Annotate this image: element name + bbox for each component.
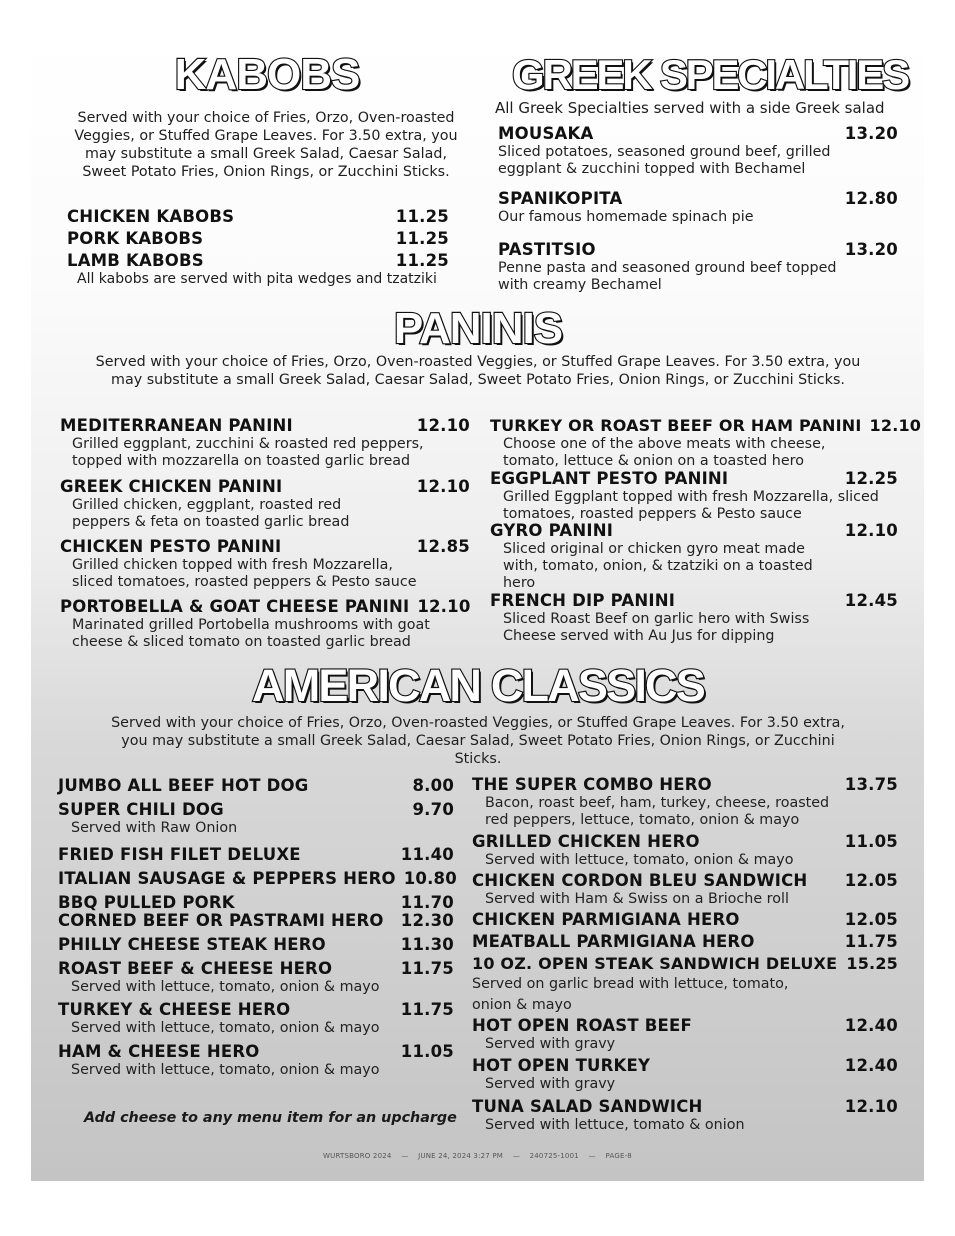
item-name: THE SUPER COMBO HERO: [472, 775, 712, 794]
cheese-upcharge-note: Add cheese to any menu item for an upcharge: [84, 1110, 457, 1126]
greek-subtitle: All Greek Specialties served with a side Greek salad: [495, 99, 885, 117]
american-item: [58, 775, 454, 796]
item-name: MEDITERRANEAN PANINI: [60, 416, 293, 435]
greek-item-spanikopita: [498, 188, 898, 226]
item-price: 12.05: [844, 910, 898, 929]
item-description: Served with Ham & Swiss on a Brioche roll: [485, 891, 789, 907]
item-name: PASTITSIO: [498, 240, 596, 259]
american-item: [472, 870, 898, 908]
item-price: 11.25: [395, 207, 449, 226]
item-price: 12.10: [869, 416, 922, 435]
item-description: Sliced Roast Beef on garlic hero with Swiss Cheese served with Au Jus for dipping: [503, 611, 810, 644]
item-name: HOT OPEN ROAST BEEF: [472, 1016, 692, 1035]
item-description: Served with lettuce, tomato, onion & mayo: [485, 852, 794, 868]
item-description: Served with gravy: [485, 1036, 616, 1052]
panini-item: [490, 415, 922, 470]
item-name: JUMBO ALL BEEF HOT DOG: [58, 776, 309, 795]
item-name: BBQ PULLED PORK: [58, 893, 235, 912]
item-name: HAM & CHEESE HERO: [58, 1042, 260, 1061]
item-name: PORTOBELLA & GOAT CHEESE PANINI: [60, 597, 410, 616]
item-name: EGGPLANT PESTO PANINI: [490, 469, 729, 488]
american-item: [58, 844, 454, 865]
american-item: [58, 910, 454, 931]
item-description: Penne pasta and seasoned ground beef topped with creamy Bechamel: [498, 260, 837, 293]
item-price: 11.30: [400, 935, 454, 954]
american-item: [58, 958, 454, 996]
item-description: Served with lettuce, tomato, onion & mayo: [71, 979, 380, 995]
american-item: [472, 774, 898, 829]
item-name: CHICKEN PARMIGIANA HERO: [472, 910, 740, 929]
panini-item: [490, 520, 898, 592]
item-name: SPANIKOPITA: [498, 189, 623, 208]
item-price: 11.25: [395, 251, 449, 270]
item-price: 12.10: [844, 1097, 898, 1116]
item-price: 11.40: [400, 845, 454, 864]
greek-item-pastitsio: [498, 239, 898, 294]
item-name: FRENCH DIP PANINI: [490, 591, 676, 610]
item-price: 12.30: [400, 911, 454, 930]
panini-item: [60, 476, 470, 531]
kabobs-note: All kabobs are served with pita wedges and tzatziki: [77, 271, 437, 287]
item-description: Choose one of the above meats with cheese, tomato, lettuce & onion on a toasted hero: [503, 436, 826, 469]
item-name: GYRO PANINI: [490, 521, 614, 540]
kabobs-description: Served with your choice of Fries, Orzo, Oven-roasted Veggies, or Stuffed Grape Leaves. For 3.50 extra, you may substitute a small Greek Salad, Caesar Salad, Sweet Potato Fries, Onion Rings, or Zucchini Sticks.: [74, 110, 458, 180]
item-name: TURKEY OR ROAST BEEF OR HAM PANINI: [490, 416, 862, 435]
item-description: Served with lettuce, tomato & onion: [485, 1117, 745, 1133]
item-price: 15.25: [846, 954, 898, 973]
american-description: Served with your choice of Fries, Orzo, Oven-roasted Veggies, or Stuffed Grape Leaves. For 3.50 extra, you may substitute a small Greek Salad, Caesar Salad, Sweet Potato Fries, Onion Rings, or Zucchini Sticks.: [111, 715, 845, 767]
greek-item-mousaka: [498, 123, 898, 178]
item-price: 12.80: [844, 189, 898, 208]
panini-item: [490, 468, 898, 523]
item-price: 10.80: [403, 869, 457, 888]
kabob-item-pork: [67, 228, 449, 249]
item-name: PORK KABOBS: [67, 229, 204, 248]
item-description: Served with Raw Onion: [71, 820, 238, 836]
item-name: ROAST BEEF & CHEESE HERO: [58, 959, 333, 978]
item-description: Marinated grilled Portobella mushrooms with goat cheese & sliced tomato on toasted garlic bread: [72, 617, 430, 650]
item-description: Grilled chicken topped with fresh Mozzarella, sliced tomatoes, roasted peppers & Pesto sauce: [72, 557, 417, 590]
item-name: 10 OZ. OPEN STEAK SANDWICH DELUXE: [472, 954, 838, 973]
panini-item: [60, 415, 470, 470]
american-item: [58, 999, 454, 1037]
american-item: [472, 953, 898, 1016]
kabob-item-lamb: [67, 250, 449, 271]
item-price: 9.70: [412, 800, 454, 819]
item-price: 12.10: [844, 521, 898, 540]
item-price: 11.05: [844, 832, 898, 851]
item-price: 13.75: [844, 775, 898, 794]
paninis-description: Served with your choice of Fries, Orzo, Oven-roasted Veggies, or Stuffed Grape Leaves. For 3.50 extra, you may substitute a small Greek Salad, Caesar Salad, Sweet Potato Fries, Onion Rings, or Zucchini Sticks.: [95, 354, 861, 388]
american-item: [472, 1015, 898, 1053]
item-name: GRILLED CHICKEN HERO: [472, 832, 700, 851]
american-item: [472, 831, 898, 869]
item-description: Served on garlic bread with lettuce, tomato, onion & mayo: [472, 976, 789, 1013]
item-name: MOUSAKA: [498, 124, 594, 143]
item-name: TURKEY & CHEESE HERO: [58, 1000, 291, 1019]
item-price: 12.10: [417, 597, 471, 616]
item-description: Our famous homemade spinach pie: [498, 209, 754, 225]
american-item: [58, 868, 457, 889]
item-name: TUNA SALAD SANDWICH: [472, 1097, 703, 1116]
item-name: CHICKEN CORDON BLEU SANDWICH: [472, 871, 808, 890]
item-price: 12.10: [416, 416, 470, 435]
greek-title: GREEK SPECIALTIES: [512, 51, 908, 98]
item-description: Grilled eggplant, zucchini & roasted red peppers, topped with mozzarella on toasted garlic bread: [72, 436, 424, 469]
item-price: 12.25: [844, 469, 898, 488]
item-name: HOT OPEN TURKEY: [472, 1056, 651, 1075]
item-name: MEATBALL PARMIGIANA HERO: [472, 932, 755, 951]
american-title: AMERICAN CLASSICS: [252, 660, 704, 711]
item-description: Served with gravy: [485, 1076, 616, 1092]
item-description: Grilled chicken, eggplant, roasted red peppers & feta on toasted garlic bread: [72, 497, 350, 530]
item-price: 12.05: [844, 871, 898, 890]
panini-item: [60, 596, 470, 651]
american-item: [58, 934, 454, 955]
item-price: 12.85: [416, 537, 470, 556]
item-description: Served with lettuce, tomato, onion & mayo: [71, 1020, 380, 1036]
item-name: CHICKEN PESTO PANINI: [60, 537, 282, 556]
item-name: SUPER CHILI DOG: [58, 800, 224, 819]
item-description: Grilled Eggplant topped with fresh Mozzarella, sliced tomatoes, roasted peppers & Pesto sauce: [503, 489, 879, 522]
american-item: [58, 799, 454, 837]
kabob-item-chicken: [67, 206, 449, 227]
print-footer: WURTSBORO 2024 — JUNE 24, 2024 3:27 PM — 240725-1001 — PAGE-8: [323, 1152, 632, 1160]
item-price: 11.75: [400, 959, 454, 978]
kabobs-title: KABOBS: [174, 50, 360, 99]
american-item: [472, 1055, 898, 1093]
item-description: Bacon, roast beef, ham, turkey, cheese, roasted red peppers, lettuce, tomato, onion & mayo: [485, 795, 830, 828]
american-item: [472, 909, 898, 930]
item-price: 12.10: [416, 477, 470, 496]
item-price: 11.25: [395, 229, 449, 248]
item-description: Sliced original or chicken gyro meat made with, tomato, onion, & tzatziki on a toasted hero: [503, 541, 813, 591]
item-price: 8.00: [412, 776, 454, 795]
american-item: [58, 1041, 454, 1079]
item-price: 13.20: [844, 240, 898, 259]
item-name: CORNED BEEF OR PASTRAMI HERO: [58, 911, 384, 930]
item-price: 12.45: [844, 591, 898, 610]
item-price: 13.20: [844, 124, 898, 143]
item-price: 12.40: [844, 1056, 898, 1075]
panini-item: [60, 536, 470, 591]
item-description: Sliced potatoes, seasoned ground beef, grilled eggplant & zucchini topped with Bechamel: [498, 144, 831, 177]
item-name: FRIED FISH FILET DELUXE: [58, 845, 301, 864]
item-name: ITALIAN SAUSAGE & PEPPERS HERO: [58, 869, 396, 888]
item-price: 11.70: [400, 893, 454, 912]
paninis-title: PANINIS: [393, 304, 563, 353]
item-price: 11.05: [400, 1042, 454, 1061]
item-description: Served with lettuce, tomato, onion & mayo: [71, 1062, 380, 1078]
american-item: [472, 1096, 898, 1134]
item-price: 11.75: [400, 1000, 454, 1019]
item-price: 12.40: [844, 1016, 898, 1035]
item-name: CHICKEN KABOBS: [67, 207, 235, 226]
item-price: 11.75: [844, 932, 898, 951]
item-name: LAMB KABOBS: [67, 251, 204, 270]
american-item: [472, 931, 898, 952]
panini-item: [490, 590, 898, 645]
item-name: PHILLY CHEESE STEAK HERO: [58, 935, 326, 954]
item-name: GREEK CHICKEN PANINI: [60, 477, 283, 496]
